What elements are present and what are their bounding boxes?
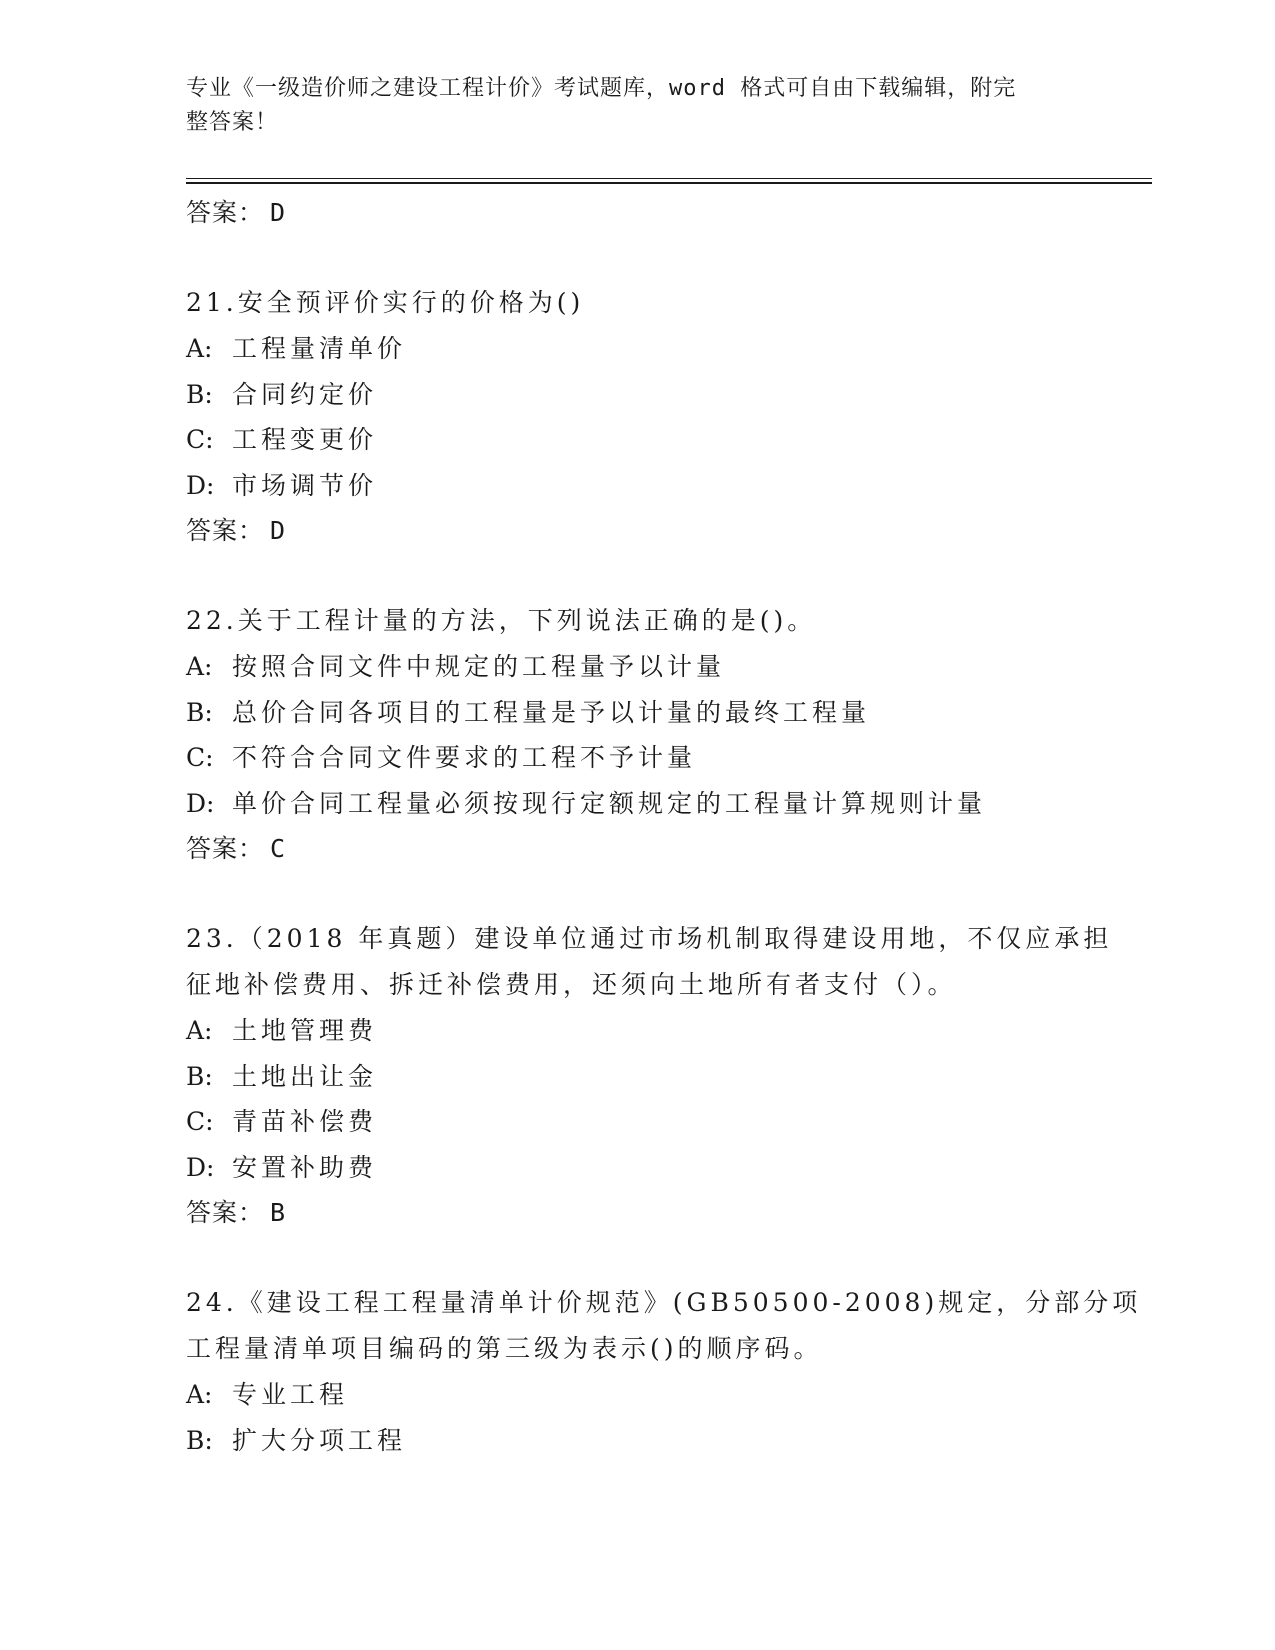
answer-label: 答案： bbox=[186, 834, 265, 863]
question-block bbox=[186, 280, 1152, 554]
option-text: 土地出让金 bbox=[232, 1061, 378, 1091]
option-key: C: bbox=[186, 1107, 214, 1136]
header-rule-thick bbox=[186, 182, 1152, 184]
option-text: 单价合同工程量必须按现行定额规定的工程量计算规则计量 bbox=[232, 788, 987, 818]
option-text: 土地管理费 bbox=[232, 1016, 378, 1045]
option-text: 合同约定价 bbox=[232, 379, 378, 409]
option-item bbox=[186, 690, 1152, 736]
questions-container bbox=[186, 280, 1152, 1463]
option-text: 扩大分项工程 bbox=[232, 1425, 407, 1455]
option-item bbox=[186, 463, 1152, 509]
option-key: B: bbox=[186, 697, 213, 727]
option-key: D: bbox=[186, 470, 215, 500]
option-key: A: bbox=[186, 652, 213, 681]
question-stem: 24.《建设工程工程量清单计价规范》(GB50500-2008)规定，分部分项 bbox=[186, 1288, 1142, 1317]
option-item bbox=[186, 372, 1152, 418]
answer-line bbox=[186, 508, 1152, 554]
option-text: 青苗补偿费 bbox=[232, 1107, 378, 1136]
answer-line bbox=[186, 190, 1152, 236]
answer-value: D bbox=[270, 198, 287, 227]
option-key: D: bbox=[186, 788, 215, 818]
option-item bbox=[186, 1145, 1152, 1191]
option-item bbox=[186, 417, 1152, 463]
option-key: A: bbox=[186, 334, 213, 363]
option-item bbox=[186, 1008, 1152, 1054]
option-text: 按照合同文件中规定的工程量予以计量 bbox=[232, 652, 726, 681]
option-text: 安置补助费 bbox=[232, 1152, 378, 1182]
question-block bbox=[186, 598, 1152, 872]
question-stem: 23.（2018 年真题）建设单位通过市场机制取得建设用地，不仅应承担 bbox=[186, 924, 1113, 953]
document-header bbox=[186, 72, 1086, 140]
answer-value: D bbox=[270, 516, 287, 545]
option-key: B: bbox=[186, 1425, 213, 1455]
answer-value: C bbox=[270, 834, 287, 863]
question-block bbox=[186, 916, 1152, 1236]
answer-label: 答案： bbox=[186, 1198, 265, 1227]
option-key: C: bbox=[186, 743, 214, 772]
option-text: 专业工程 bbox=[232, 1380, 349, 1409]
question-stem: 工程量清单项目编码的第三级为表示()的顺序码。 bbox=[186, 1334, 823, 1363]
question-stem: 征地补偿费用、拆迁补偿费用，还须向土地所有者支付（）。 bbox=[186, 970, 957, 999]
question-block bbox=[186, 1280, 1152, 1463]
option-item bbox=[186, 1099, 1152, 1145]
option-key: C: bbox=[186, 425, 214, 454]
option-key: A: bbox=[186, 1016, 213, 1045]
answer-label: 答案： bbox=[186, 516, 265, 545]
answer-line bbox=[186, 826, 1152, 872]
answer-label: 答案： bbox=[186, 198, 265, 227]
option-item bbox=[186, 735, 1152, 781]
option-item bbox=[186, 781, 1152, 827]
option-key: B: bbox=[186, 379, 213, 409]
option-item bbox=[186, 1372, 1152, 1418]
option-text: 工程量清单价 bbox=[232, 334, 407, 363]
option-text: 市场调节价 bbox=[232, 470, 378, 500]
question-list bbox=[186, 190, 1152, 1463]
option-key: A: bbox=[186, 1380, 213, 1409]
option-item bbox=[186, 1054, 1152, 1100]
answer-line bbox=[186, 1190, 1152, 1236]
option-key: D: bbox=[186, 1152, 215, 1182]
question-stem: 21.安全预评价实行的价格为() bbox=[186, 288, 585, 317]
option-item bbox=[186, 644, 1152, 690]
answer-value: B bbox=[270, 1198, 287, 1227]
option-key: B: bbox=[186, 1061, 213, 1091]
header-rule-thin bbox=[186, 178, 1152, 179]
option-item bbox=[186, 1418, 1152, 1464]
option-text: 不符合合同文件要求的工程不予计量 bbox=[232, 743, 697, 772]
option-text: 总价合同各项目的工程量是予以计量的最终工程量 bbox=[232, 697, 871, 727]
question-stem: 22.关于工程计量的方法，下列说法正确的是()。 bbox=[186, 606, 817, 635]
option-item bbox=[186, 326, 1152, 372]
header-line-1: 专业《一级造价师之建设工程计价》考试题库，word 格式可自由下载编辑，附完 bbox=[186, 76, 1017, 101]
option-text: 工程变更价 bbox=[232, 425, 378, 454]
header-line-2: 整答案！ bbox=[186, 110, 279, 135]
